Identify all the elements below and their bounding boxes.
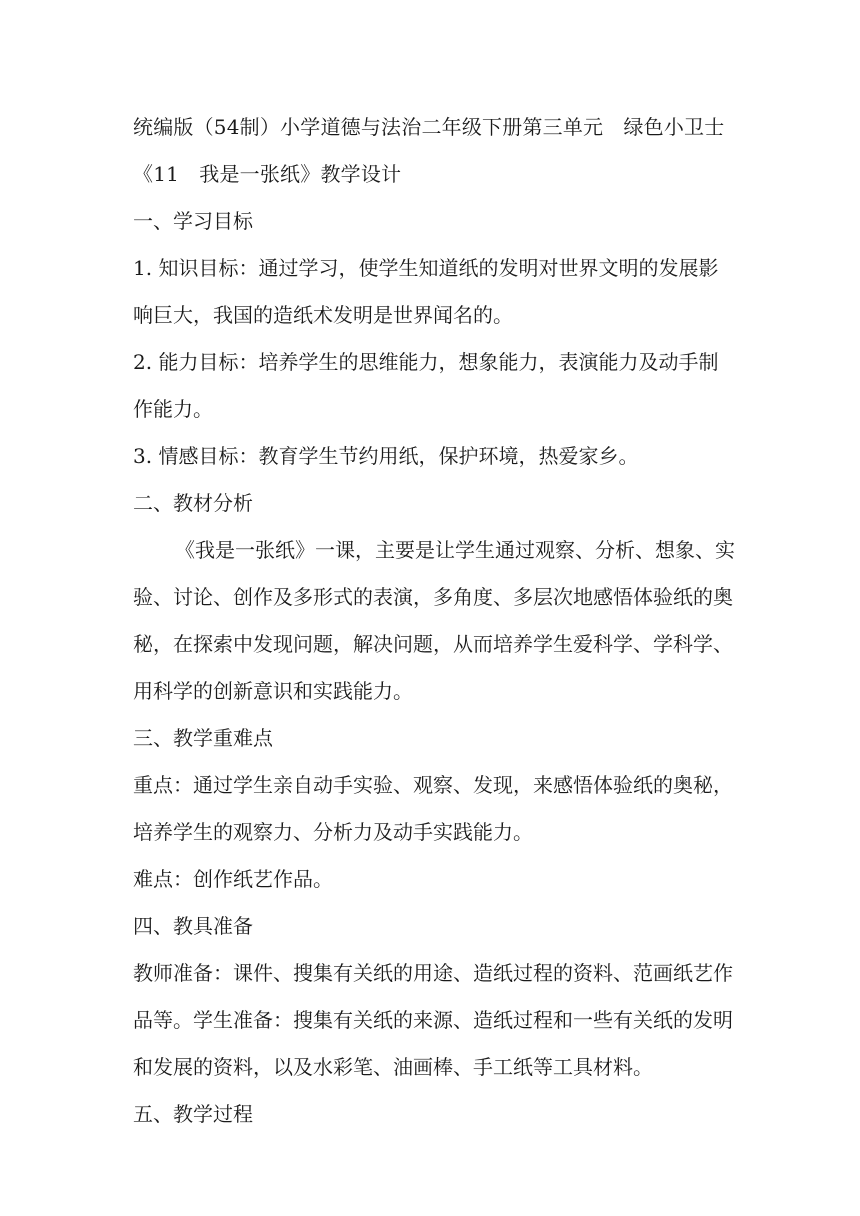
goal-knowledge-line-1: 1. 知识目标：通过学习，使学生知道纸的发明对世界文明的发展影	[133, 256, 719, 280]
difficulty-line: 难点：创作纸艺作品。	[133, 867, 333, 891]
analysis-paragraph-line-4: 用科学的创新意识和实践能力。	[133, 679, 413, 703]
goal-ability-line-1: 2. 能力目标：培养学生的思维能力，想象能力，表演能力及动手制	[133, 350, 719, 374]
goal-emotion-line: 3. 情感目标：教育学生节约用纸，保护环境，热爱家乡。	[133, 444, 639, 468]
key-point-line-1: 重点：通过学生亲自动手实验、观察、发现，来感悟体验纸的奥秘，	[133, 773, 733, 797]
document-title-line-2: 《11 我是一张纸》教学设计	[133, 162, 402, 186]
goal-knowledge-line-2: 响巨大，我国的造纸术发明是世界闻名的。	[133, 303, 513, 327]
document-title-line-1: 统编版（54制）小学道德与法治二年级下册第三单元 绿色小卫士	[133, 115, 725, 139]
section-heading-teaching-aids: 四、教具准备	[133, 914, 253, 938]
goal-ability-line-2: 作能力。	[133, 397, 213, 421]
section-heading-teaching-process: 五、教学过程	[133, 1102, 253, 1126]
preparation-line-1: 教师准备：课件、搜集有关纸的用途、造纸过程的资料、范画纸艺作	[133, 961, 733, 985]
preparation-line-2: 品等。学生准备：搜集有关纸的来源、造纸过程和一些有关纸的发明	[133, 1008, 733, 1032]
key-point-line-2: 培养学生的观察力、分析力及动手实践能力。	[133, 820, 533, 844]
section-heading-learning-goals: 一、学习目标	[133, 209, 253, 233]
preparation-line-3: 和发展的资料，以及水彩笔、油画棒、手工纸等工具材料。	[133, 1055, 653, 1079]
document-page	[133, 108, 743, 1133]
section-heading-key-points: 三、教学重难点	[133, 726, 273, 750]
section-heading-material-analysis: 二、教材分析	[133, 491, 253, 515]
analysis-paragraph-line-2: 验、讨论、创作及多形式的表演，多角度、多层次地感悟体验纸的奥	[133, 585, 733, 609]
analysis-paragraph-line-1: 《我是一张纸》一课，主要是让学生通过观察、分析、想象、实	[175, 538, 735, 562]
analysis-paragraph-line-3: 秘，在探索中发现问题，解决问题，从而培养学生爱科学、学科学、	[133, 632, 733, 656]
